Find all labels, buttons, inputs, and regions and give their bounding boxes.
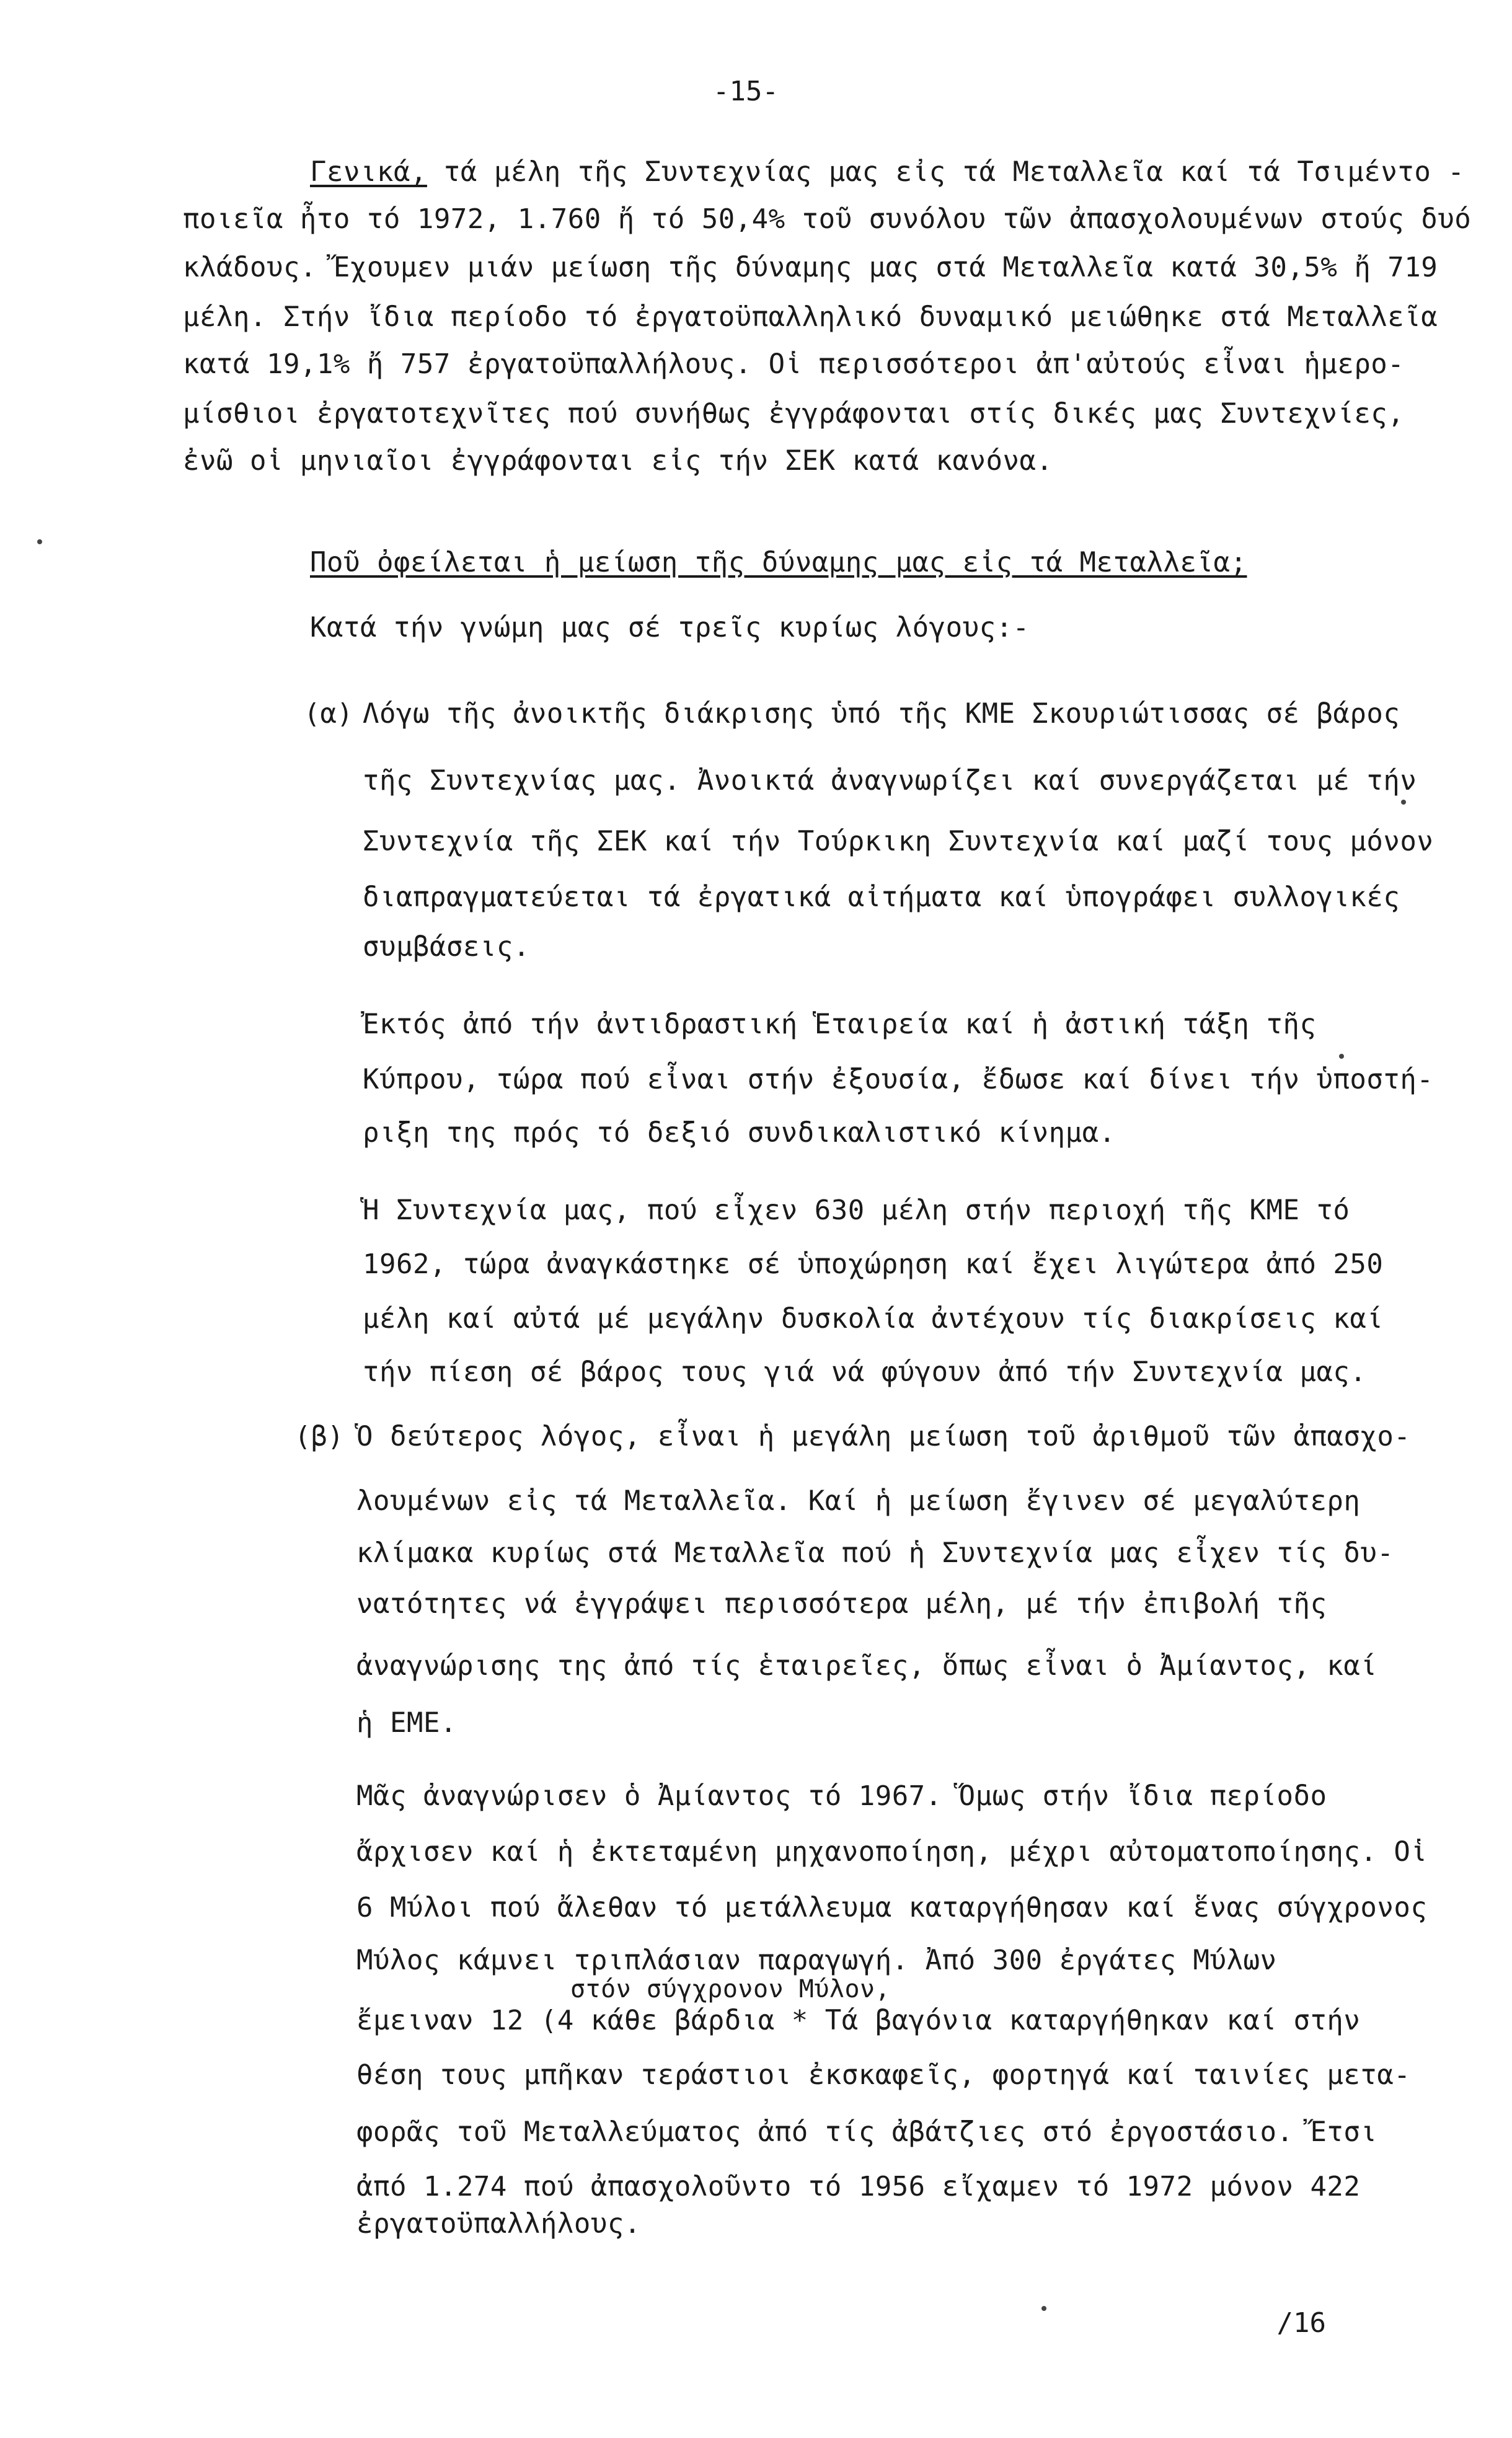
paragraph-b-line-3: ριξη της πρός τό δεξιό συνδικαλιστικό κίνημα.	[363, 1117, 1116, 1149]
paragraph-b-line-1: Ἐκτός ἀπό τήν ἀντιδραστική Ἑταιρεία καί ἡ ἀστική τάξη τῆς	[363, 1009, 1317, 1040]
paragraph-c-line-3: μέλη καί αὐτά μέ μεγάλην δυσκολία ἀντέχουν τίς διακρίσεις καί	[363, 1303, 1384, 1335]
paragraph-d-line-8: ἀπό 1.274 πού ἀπασχολοῦντο τό 1956 εἴχαμεν τό 1972 μόνον 422	[356, 2171, 1361, 2202]
paragraph-d-line-3: 6 Μύλοι πού ἄλεθαν τό μετάλλευμα καταργήθησαν καί ἕνας σύγχρονος	[356, 1892, 1428, 1923]
section-heading: Ποῦ ὀφείλεται ἡ μείωση τῆς δύναμης μας εἰς τά Μεταλλεῖα;	[310, 547, 1247, 578]
scan-speck	[1041, 2306, 1046, 2311]
scan-speck	[1339, 1054, 1344, 1059]
paragraph-c-line-1: Ἡ Συντεχνία μας, πού εἶχεν 630 μέλη στήν περιοχή τῆς ΚΜΕ τό	[363, 1195, 1350, 1226]
item-b-line-3: κλίμακα κυρίως στά Μεταλλεῖα πού ἡ Συντεχνία μας εἶχεν τίς δυ-	[356, 1537, 1394, 1569]
item-a-line-2: τῆς Συντεχνίας μας. Ἀνοικτά ἀναγνωρίζει καί συνεργάζεται μέ τήν	[363, 765, 1417, 797]
page-number: -15-	[713, 76, 779, 107]
item-b-line-1: Ὁ δεύτερος λόγος, εἶναι ἡ μεγάλη μείωση τοῦ ἀριθμοῦ τῶν ἀπασχο-	[356, 1421, 1411, 1452]
paragraph-d-line-7: φορᾶς τοῦ Μεταλλεύματος ἀπό τίς ἀβάτζιες στό ἐργοστάσιο. Ἔτσι	[356, 2116, 1377, 2148]
item-a-line-5: συμβάσεις.	[363, 931, 530, 963]
paragraph-d-line-1: Μᾶς ἀναγνώρισεν ὁ Ἀμίαντος τό 1967. Ὅμως στήν ἴδια περίοδο	[356, 1780, 1327, 1812]
paragraph-1-line-7: ἐνῶ οἱ μηνιαῖοι ἐγγράφονται εἰς τήν ΣΕΚ κατά κανόνα.	[183, 445, 1053, 477]
section-intro: Κατά τήν γνώμη μας σέ τρεῖς κυρίως λόγους:-	[310, 612, 1030, 643]
paragraph-b-line-2: Κύπρου, τώρα πού εἶναι στήν ἐξουσία, ἔδωσε καί δίνει τήν ὑποστή-	[363, 1064, 1434, 1095]
item-b-line-4: νατότητες νά ἐγγράψει περισσότερα μέλη, μέ τήν ἐπιβολή τῆς	[356, 1588, 1327, 1620]
paragraph-lead-word: Γενικά,	[310, 156, 427, 188]
item-a-line-4: διαπραγματεύεται τά ἐργατικά αἰτήματα καί ὑπογράφει συλλογικές	[363, 881, 1400, 913]
item-a-marker: (α)	[304, 698, 353, 730]
paragraph-1-line-5: κατά 19,1% ἤ 757 ἐργατοϋπαλλήλους. Οἱ περισσότεροι ἀπ'αὐτούς εἶναι ἡμερο-	[183, 348, 1405, 380]
scan-speck	[1401, 800, 1406, 805]
scan-speck	[37, 539, 42, 544]
item-a-line-1: Λόγω τῆς ἀνοικτῆς διάκρισης ὑπό τῆς ΚΜΕ Σκουριώτισσας σέ βάρος	[363, 698, 1400, 730]
paragraph-d-line-2: ἄρχισεν καί ἡ ἐκτεταμένη μηχανοποίηση, μέχρι αὐτοματοποίησης. Οἱ	[356, 1836, 1428, 1868]
paragraph-d-line-5: ἔμειναν 12 (4 κάθε βάρδια * Τά βαγόνια καταργήθηκαν καί στήν	[356, 2005, 1361, 2036]
paragraph-c-line-2: 1962, τώρα ἀναγκάστηκε σέ ὑποχώρηση καί ἔχει λιγώτερα ἀπό 250	[363, 1248, 1384, 1280]
paragraph-1-line-4: μέλη. Στήν ἴδια περίοδο τό ἐργατοϋπαλληλικό δυναμικό μειώθηκε στά Μεταλλεῖα	[183, 301, 1438, 333]
item-a-line-3: Συντεχνία τῆς ΣΕΚ καί τήν Τούρκικη Συντεχνία καί μαζί τους μόνον	[363, 826, 1434, 857]
paragraph-d-line-9: ἐργατοϋπαλλήλους.	[356, 2208, 641, 2240]
item-b-line-5: ἀναγνώρισης της ἀπό τίς ἑταιρεῖες, ὅπως εἶναι ὁ Ἀμίαντος, καί	[356, 1650, 1377, 1682]
item-b-line-6: ἡ ΕΜΕ.	[356, 1707, 457, 1739]
paragraph-1-line-1	[310, 155, 1464, 190]
item-b-marker: (β)	[294, 1421, 344, 1452]
paragraph-d-line-4: Μύλος κάμνει τριπλάσιαν παραγωγή. Ἀπό 300 ἐργάτες Μύλων	[356, 1945, 1277, 1976]
paragraph-1-line-2: ποιεῖα ἦτο τό 1972, 1.760 ἤ τό 50,4% τοῦ συνόλου τῶν ἀπασχολουμένων στούς δυό	[183, 203, 1472, 235]
paragraph-c-line-4: τήν πίεση σέ βάρος τους γιά νά φύγουν ἀπό τήν Συντεχνία μας.	[363, 1356, 1367, 1388]
paragraph-1-line-6: μίσθιοι ἐργατοτεχνῖτες πού συνήθως ἐγγράφονται στίς δικές μας Συντεχνίες,	[183, 398, 1405, 430]
paragraph-1-line-1-text: τά μέλη τῆς Συντεχνίας μας εἰς τά Μεταλλεῖα καί τά Τσιμέντο -	[427, 156, 1465, 188]
paragraph-d-interlinear-insert: στόν σύγχρονον Μύλον,	[570, 1975, 891, 2003]
paragraph-1-line-3: κλάδους. Ἔχουμεν μιάν μείωση τῆς δύναμης μας στά Μεταλλεῖα κατά 30,5% ἤ 719	[183, 252, 1438, 283]
paragraph-d-line-6: θέση τους μπῆκαν τεράστιοι ἐκσκαφεῖς, φορτηγά καί ταινίες μετα-	[356, 2059, 1411, 2091]
continuation-page-marker: /16	[1276, 2307, 1326, 2339]
item-b-line-2: λουμένων εἰς τά Μεταλλεῖα. Καί ἡ μείωση ἔγινεν σέ μεγαλύτερη	[356, 1485, 1361, 1517]
